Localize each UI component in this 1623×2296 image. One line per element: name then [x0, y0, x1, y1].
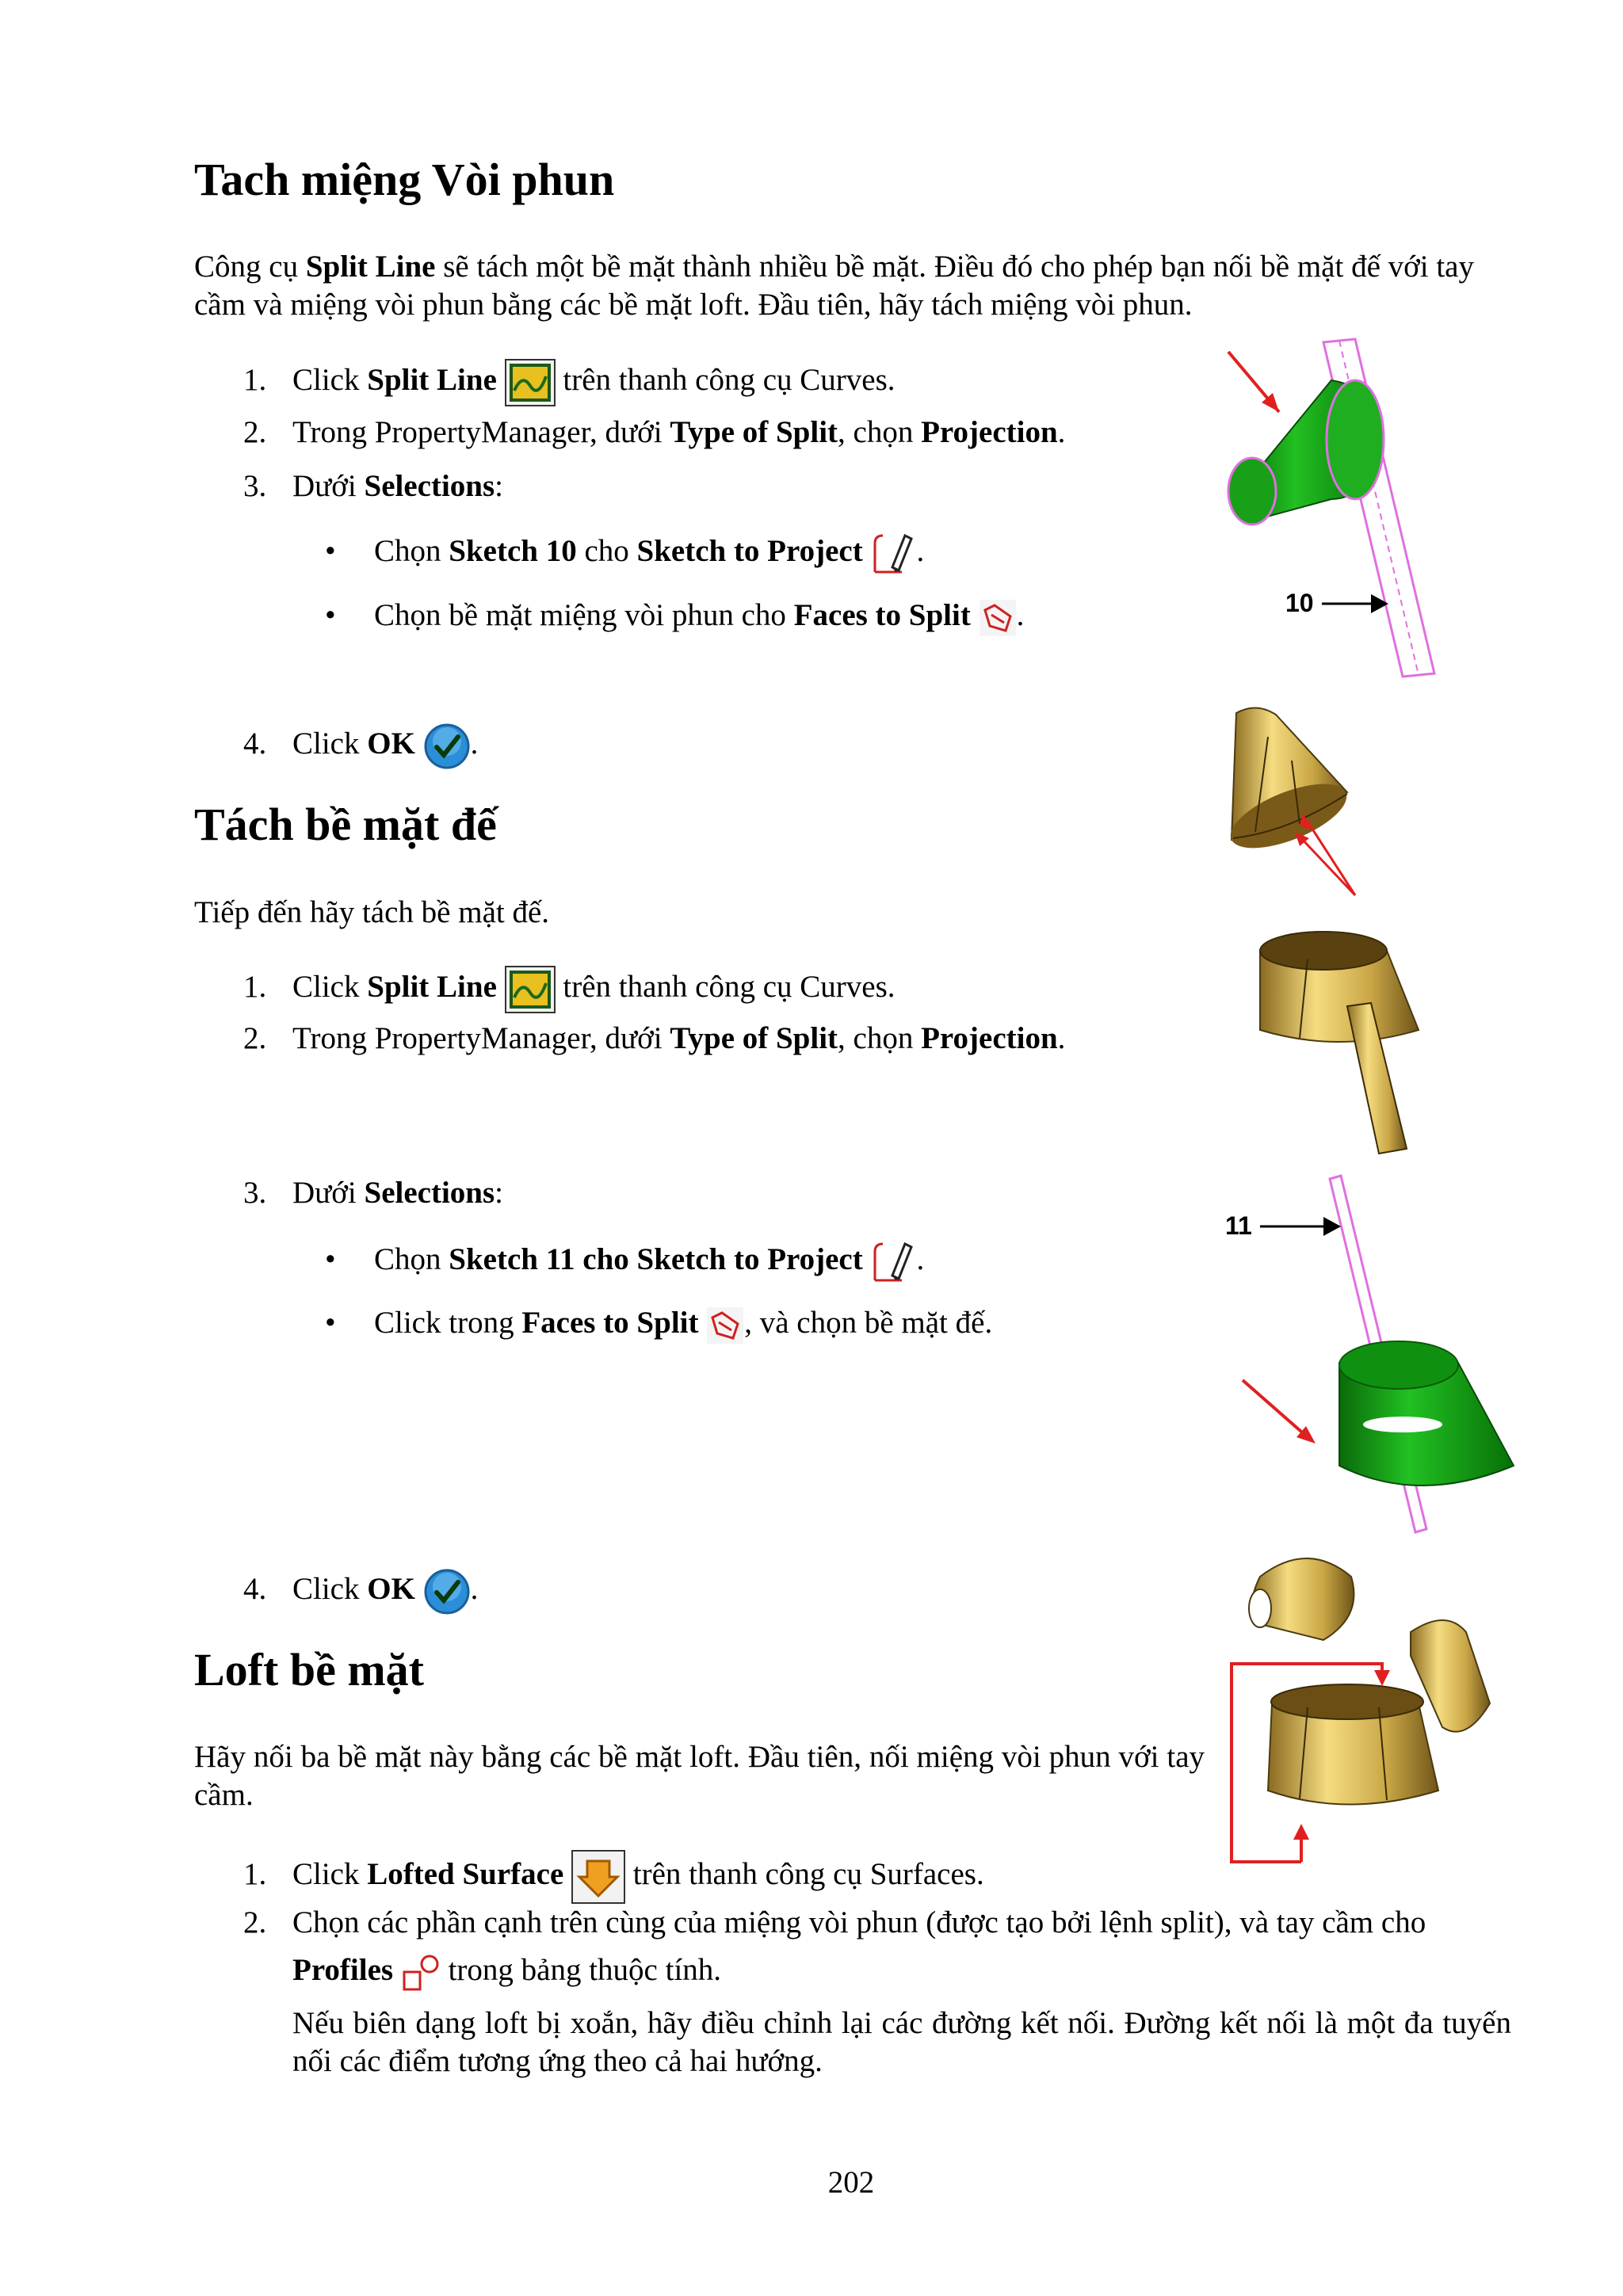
step-2-cont: Profiles trong bảng thuộc tính. — [292, 1951, 721, 1993]
profiles-icon — [401, 1953, 441, 1993]
figure-base-split — [1220, 1173, 1522, 1537]
callout-10: 10 — [1285, 589, 1314, 617]
bullet-2: • Chọn bề mặt miệng vòi phun cho Faces to Split . — [325, 597, 1024, 637]
step-1: 1. Click Split Line trên thanh công cụ Curves. — [243, 966, 896, 1013]
bullet-1: • Chọn Sketch 10 cho Sketch to Project . — [325, 531, 924, 577]
note-paragraph: Nếu biên dạng loft bị xoắn, hãy điều chỉnh lại các đường kết nối. Đường kết nối là một đa tuyến nối các điểm tương ứng theo cả hai hướng. — [292, 2006, 1511, 2078]
step-2: 2. Chọn các phần cạnh trên cùng của miệng vòi phun (được tạo bởi lệnh split), và tay cầm cho — [243, 1905, 1426, 1939]
split-line-icon — [505, 966, 556, 1013]
faces-to-split-icon — [979, 599, 1017, 637]
faces-to-split-icon — [706, 1306, 744, 1344]
step-1: 1. Click Lofted Surface trên thanh công cụ Surfaces. — [243, 1850, 984, 1904]
figure-spout-split — [1212, 333, 1450, 681]
paragraph: Tiếp đến hãy tách bề mặt đế. — [194, 895, 550, 929]
step-2: 2. Trong PropertyManager, dưới Type of Split, chọn Projection. — [243, 1021, 1066, 1055]
paragraph: Công cụ Split Line sẽ tách một bề mặt thành nhiều bề mặt. Điều đó cho phép bạn nối bề mặt đế với tay cầm và miệng vòi phun bằng các bề mặt loft. Đầu tiên, hãy tách miệng vòi phun. — [194, 250, 1474, 322]
step-1: 1. Click Split Line trên thanh công cụ Curves. — [243, 359, 896, 406]
lofted-surface-icon — [571, 1850, 625, 1904]
split-line-icon — [505, 359, 556, 406]
section-title: Tach miệng Vòi phun — [194, 154, 615, 205]
step-2: 2. Trong PropertyManager, dưới Type of Split, chọn Projection. — [243, 415, 1066, 449]
paragraph: Hãy nối ba bề mặt này bằng các bề mặt loft. Đầu tiên, nối miệng vòi phun với tay cầm. — [194, 1740, 1205, 1812]
section-title: Tách bề mặt đế — [194, 799, 497, 850]
figure-base-handle — [1252, 927, 1426, 1157]
figure-spout-faces — [1220, 705, 1379, 899]
sketch-to-project-icon — [870, 531, 916, 577]
step-4: 4. Click OK . — [243, 1568, 478, 1615]
page-number: 202 — [827, 2165, 875, 2199]
ok-check-icon — [423, 1568, 471, 1615]
callout-11: 11 — [1225, 1211, 1252, 1240]
section-title: Loft bề mặt — [194, 1644, 424, 1695]
bullet-1: • Chọn Sketch 11 cho Sketch to Project . — [325, 1239, 924, 1285]
step-3: 3. Dưới Selections: — [243, 1176, 504, 1210]
bullet-2: • Click trong Faces to Split , và chọn bề mặt đế. — [325, 1304, 992, 1344]
sketch-to-project-icon — [870, 1239, 916, 1285]
step-3: 3. Dưới Selections: — [243, 469, 504, 503]
ok-check-icon — [423, 723, 471, 770]
step-4: 4. Click OK . — [243, 723, 478, 770]
figure-three-surfaces — [1228, 1545, 1498, 1870]
